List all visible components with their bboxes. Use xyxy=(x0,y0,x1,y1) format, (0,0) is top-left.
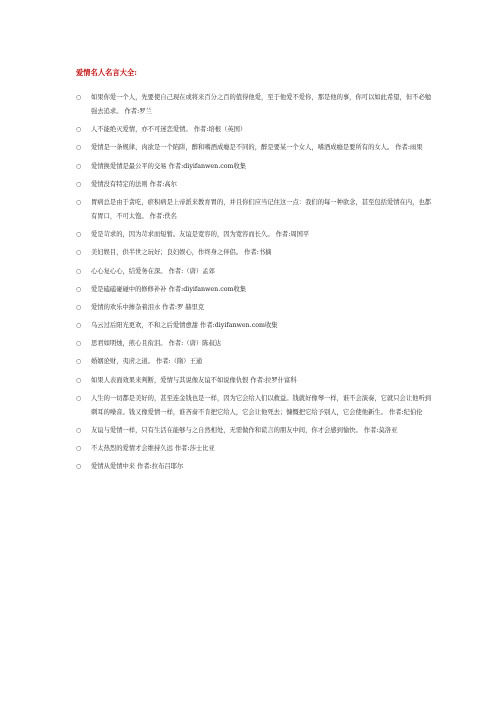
quote-text: 乌云过后阳光更欢，不和之后爱情愈甜 作者:diyifanwen.com收集 xyxy=(91,322,278,330)
bullet-icon: ○ xyxy=(76,180,82,188)
bullet-icon: ○ xyxy=(76,427,82,434)
list-item xyxy=(0,319,496,333)
bullet-icon: ○ xyxy=(76,267,82,275)
quote-text: 如果人表面效果来判断，爱情与其说像友谊不如说像仇恨 作者:拉罗什富科 xyxy=(91,376,297,384)
bullet-icon: ○ xyxy=(76,94,82,101)
quote-text: 如果你爱一个人，先要使自己现在或将来百分之百的值得他爱，至于他爱不爱你，那是他的事，你可以如此希望，但不必勉强去追求。 作者:罗兰 xyxy=(91,94,432,115)
bullet-icon: ○ xyxy=(76,358,82,366)
document-title: 爱情名人名言大全: xyxy=(76,68,138,77)
list-item xyxy=(0,123,496,137)
list-item xyxy=(0,424,496,438)
quote-text: 爱情换爱情是最公平的交易 作者:diyifanwen.com收集 xyxy=(91,162,247,170)
list-item xyxy=(0,337,496,351)
bullet-icon: ○ xyxy=(76,463,82,471)
bullet-icon: ○ xyxy=(76,249,82,257)
quote-text: 友谊与爱情一样，只有生活在能够与之自然相处，无需做作和谎言的朋友中间，你才会感到愉快。 作者:莫洛亚 xyxy=(91,427,398,434)
quote-text: 爱情没有特定的法则 作者:高尔 xyxy=(91,180,177,188)
bullet-icon: ○ xyxy=(76,285,82,293)
bullet-icon: ○ xyxy=(76,322,82,330)
list-item xyxy=(0,442,496,456)
list-item xyxy=(0,283,496,297)
list-item xyxy=(0,301,496,315)
list-item xyxy=(0,355,496,369)
bullet-icon: ○ xyxy=(76,162,82,170)
list-item xyxy=(0,160,496,174)
quote-text: 思君如明烛，煎心且衔泪。 作者:（唐）陈叔达 xyxy=(91,340,222,348)
list-item xyxy=(0,374,496,388)
list-item xyxy=(0,91,496,119)
list-item xyxy=(0,246,496,260)
bullet-icon: ○ xyxy=(76,340,82,348)
quote-text: 婚姻论财，夷虏之道。 作者:（隋）王通 xyxy=(91,358,203,366)
bullet-icon: ○ xyxy=(76,445,82,453)
quote-text: 爱情从爱情中来 作者:拉布吕耶尔 xyxy=(91,463,184,471)
quote-text: 爱情的欢乐中掺杂着泪水 作者:罗 赫里克 xyxy=(91,303,205,311)
quote-text: 心心复心心，结爱务在深。 作者:（唐）孟郊 xyxy=(91,267,215,275)
bullet-icon: ○ xyxy=(76,231,82,239)
quote-text: 人不能绝灭爱情，亦不可迷恋爱情。 作者:培根（英国） xyxy=(91,126,247,134)
quote-text: 美妇娱目，供半世之玩好；良妇娱心，作终身之伴侣。 作者:书摘 xyxy=(91,249,272,257)
bullet-icon: ○ xyxy=(76,126,82,134)
list-item xyxy=(0,265,496,279)
quote-text: 爱是磕磕碰碰中的修修补补 作者:diyifanwen.com收集 xyxy=(91,285,247,293)
bullet-icon: ○ xyxy=(76,198,82,206)
list-item xyxy=(0,460,496,474)
bullet-icon: ○ xyxy=(76,376,82,384)
bullet-icon: ○ xyxy=(76,303,82,311)
quote-list xyxy=(0,91,496,479)
quote-text: 爱是苛求的，因为苛求而短暂。友谊是宽容的，因为宽容而长久。 作者:周国平 xyxy=(91,231,310,239)
quote-text: 爱情是一条规律，肉欲是一个陷阱，醉和嗜酒成瘾是不同的，醉是要某一个女人，嗜酒成瘾是要所有的女人。 作者:雨果 xyxy=(91,144,423,152)
bullet-icon: ○ xyxy=(76,144,82,152)
list-item xyxy=(0,178,496,192)
list-item xyxy=(0,392,496,420)
quote-text: 不太热烈的爱情才会维持久远 作者:莎士比亚 xyxy=(91,445,215,453)
list-item xyxy=(0,228,496,242)
list-item xyxy=(0,196,496,224)
quote-text: 人生的一切都是美好的，甚至连金钱也是一样，因为它会给人们以救益。钱就好像琴一样，谁不会演奏，它就只会让他听到刺耳的噪音。钱又像爱情一样，谁吝啬不肯把它给人，它会让他死去；慷慨把它给予别人，它会使他新生。 作者:纪伯伦 xyxy=(91,394,432,416)
quote-text: 胃病总是由于贪吃，瘀积病是上帝派来教育胃的，并且你们应当记住这一点：我们的每一种欲念，甚至包括爱情在内，也都有胃口，不可太饱。 作者:佚名 xyxy=(91,198,432,220)
bullet-icon: ○ xyxy=(76,394,82,402)
list-item xyxy=(0,141,496,155)
